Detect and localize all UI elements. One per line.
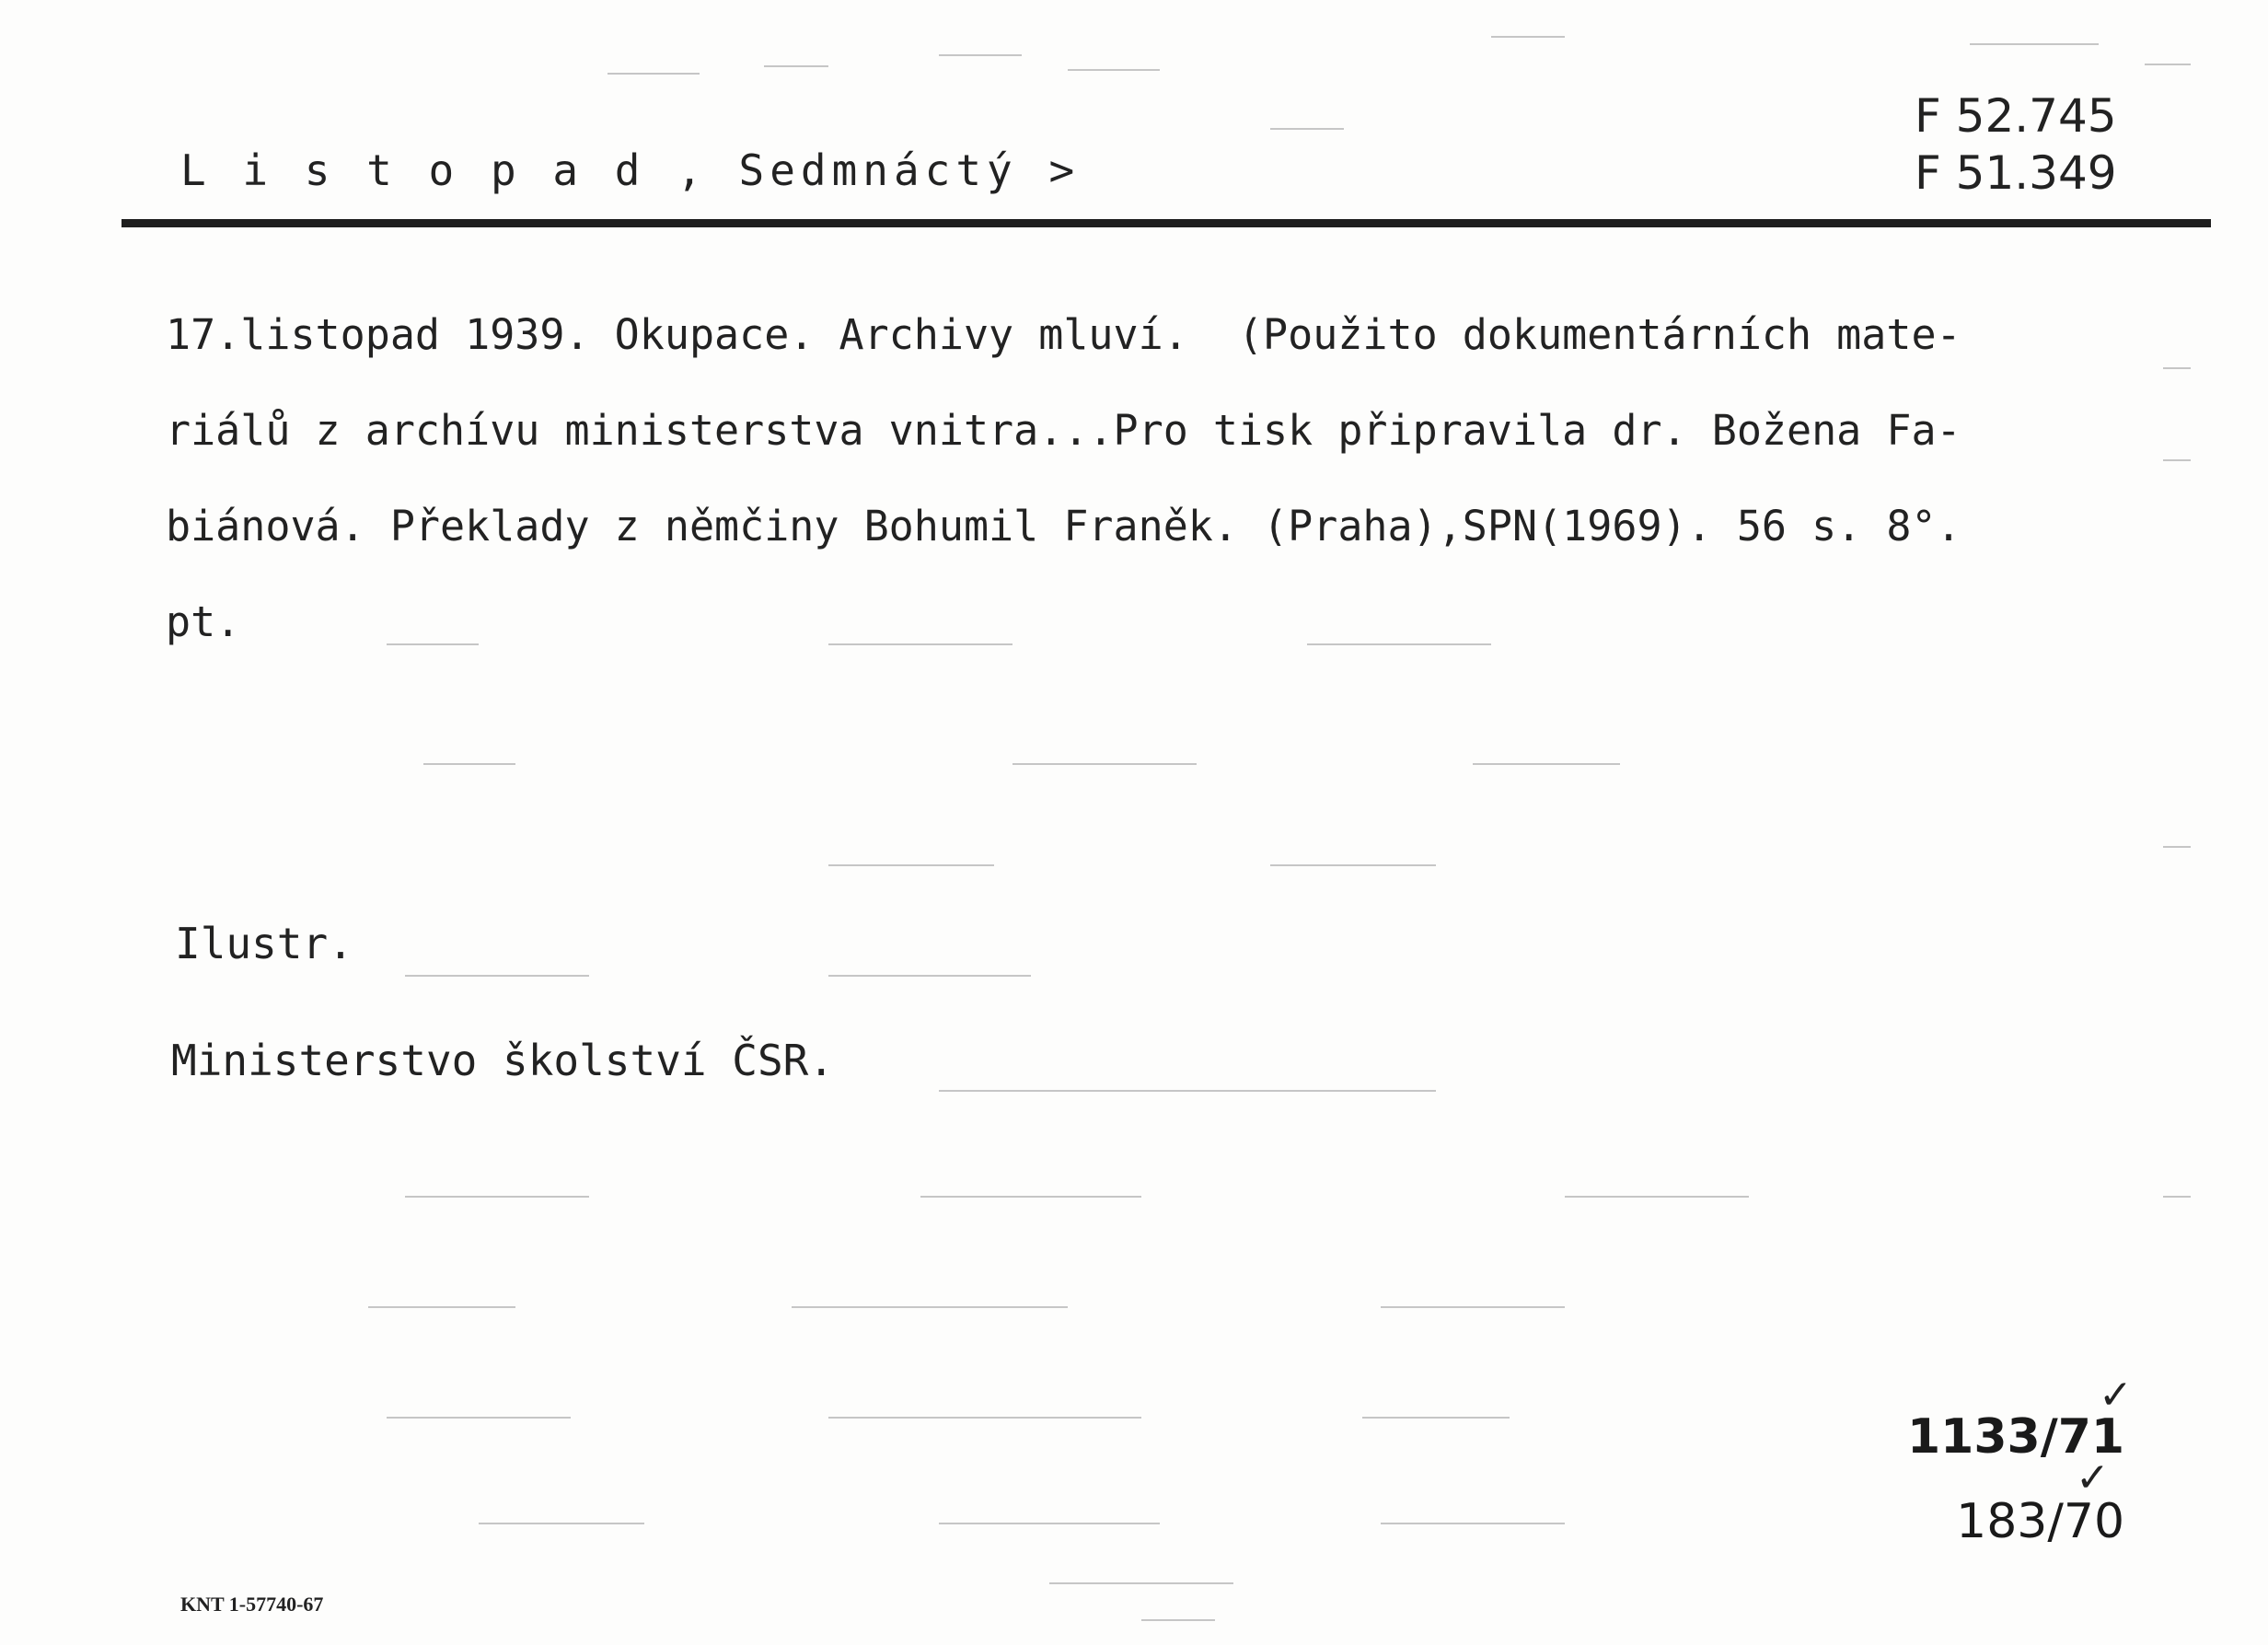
check-mark-icon: ✓ (2099, 1372, 2133, 1419)
acquisition-number-2: 183/70 (1956, 1494, 2125, 1549)
entry-line-1: 17.listopad 1939. Okupace. Archivy mluví. (Použito dokumentárních mate- (166, 310, 1961, 359)
check-mark-icon: ✓ (2076, 1454, 2110, 1501)
entry-line-3: biánová. Překlady z němčiny Bohumil Franěk. (Praha),SPN(1969). 56 s. 8°. (166, 502, 1961, 550)
publisher-note: Ministerstvo školství ČSR. (171, 1036, 835, 1085)
call-number-1: F 52.745 (1915, 89, 2117, 143)
illustration-note: Ilustr. (175, 919, 353, 968)
acquisition-number-1: 1133/71 (1907, 1409, 2125, 1465)
card-heading: L i s t o p a d , Sedmnáctý > (180, 145, 1081, 195)
entry-line-2: riálů z archívu ministerstva vnitra...Pro tisk připravila dr. Božena Fa- (166, 406, 1961, 455)
entry-line-4: pt. (166, 597, 241, 646)
card-print-code: KNT 1-57740-67 (180, 1593, 324, 1616)
call-number-2: F 51.349 (1915, 146, 2117, 200)
heading-divider (122, 219, 2211, 227)
bibliographic-entry (166, 287, 2191, 670)
call-numbers (1915, 87, 2117, 202)
